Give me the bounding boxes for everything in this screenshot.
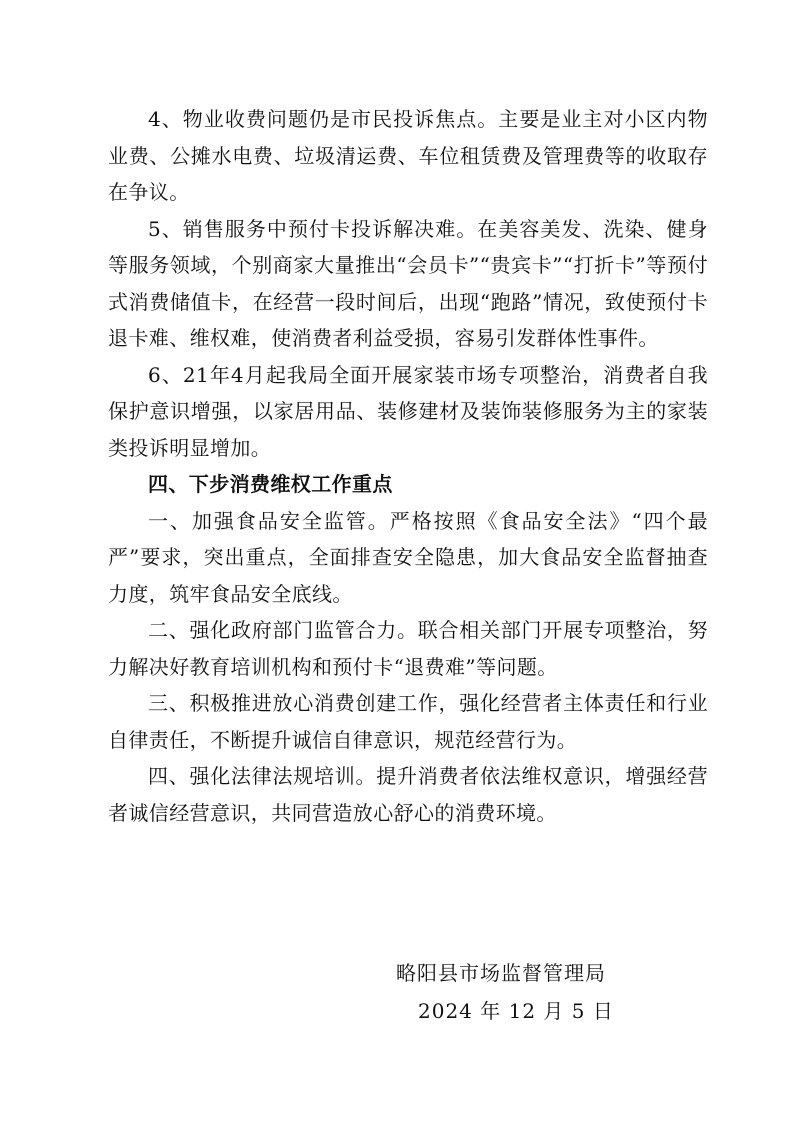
paragraph-consumption-creation: 三、积极推进放心消费创建工作，强化经营者主体责任和行业自律责任，不断提升诚信自律意识，规范经营行为。 <box>108 691 708 752</box>
paragraph-legal-training: 四、强化法律法规培训。提升消费者依法维权意识，增强经营者诚信经营意识，共同营造放心舒心的消费环境。 <box>108 764 708 825</box>
document-body <box>108 101 708 831</box>
signature-block <box>382 958 642 1026</box>
paragraph-property-fees: 4、物业收费问题仍是市民投诉焦点。主要是业主对小区内物业费、公摊水电费、垃圾清运费、车位租赁费及管理费等的收取存在争议。 <box>108 107 708 204</box>
paragraph-food-safety: 一、加强食品安全监管。严格按照《食品安全法》“四个最严”要求，突出重点，全面排查安全隐患，加大食品安全监督抽查力度，筑牢食品安全底线。 <box>108 508 708 606</box>
signature-organization: 略阳县市场监督管理局 <box>396 961 606 985</box>
paragraph-home-decoration: 6、21年4月起我局全面开展家装市场专项整治，消费者自我保护意识增强，以家居用品、装修建材及装饰装修服务为主的家装类投诉明显增加。 <box>108 362 708 460</box>
paragraph-prepaid-cards: 5、销售服务中预付卡投诉解决难。在美容美发、洗染、健身等服务领域，个别商家大量推出“会员卡”“贵宾卡”“打折卡”等预付式消费储值卡，在经营一段时间后，出现“跑路”情况，致使预付卡退卡难、维权难，使消费者利益受损，容易引发群体性事件。 <box>108 216 708 350</box>
section-heading: 四、下步消费维权工作重点 <box>148 472 393 496</box>
signature-date: 2024 年 12 月 5 日 <box>418 999 614 1023</box>
paragraph-joint-supervision: 二、强化政府部门监管合力。联合相关部门开展专项整治，努力解决好教育培训机构和预付卡“退费难”等问题。 <box>108 618 708 679</box>
